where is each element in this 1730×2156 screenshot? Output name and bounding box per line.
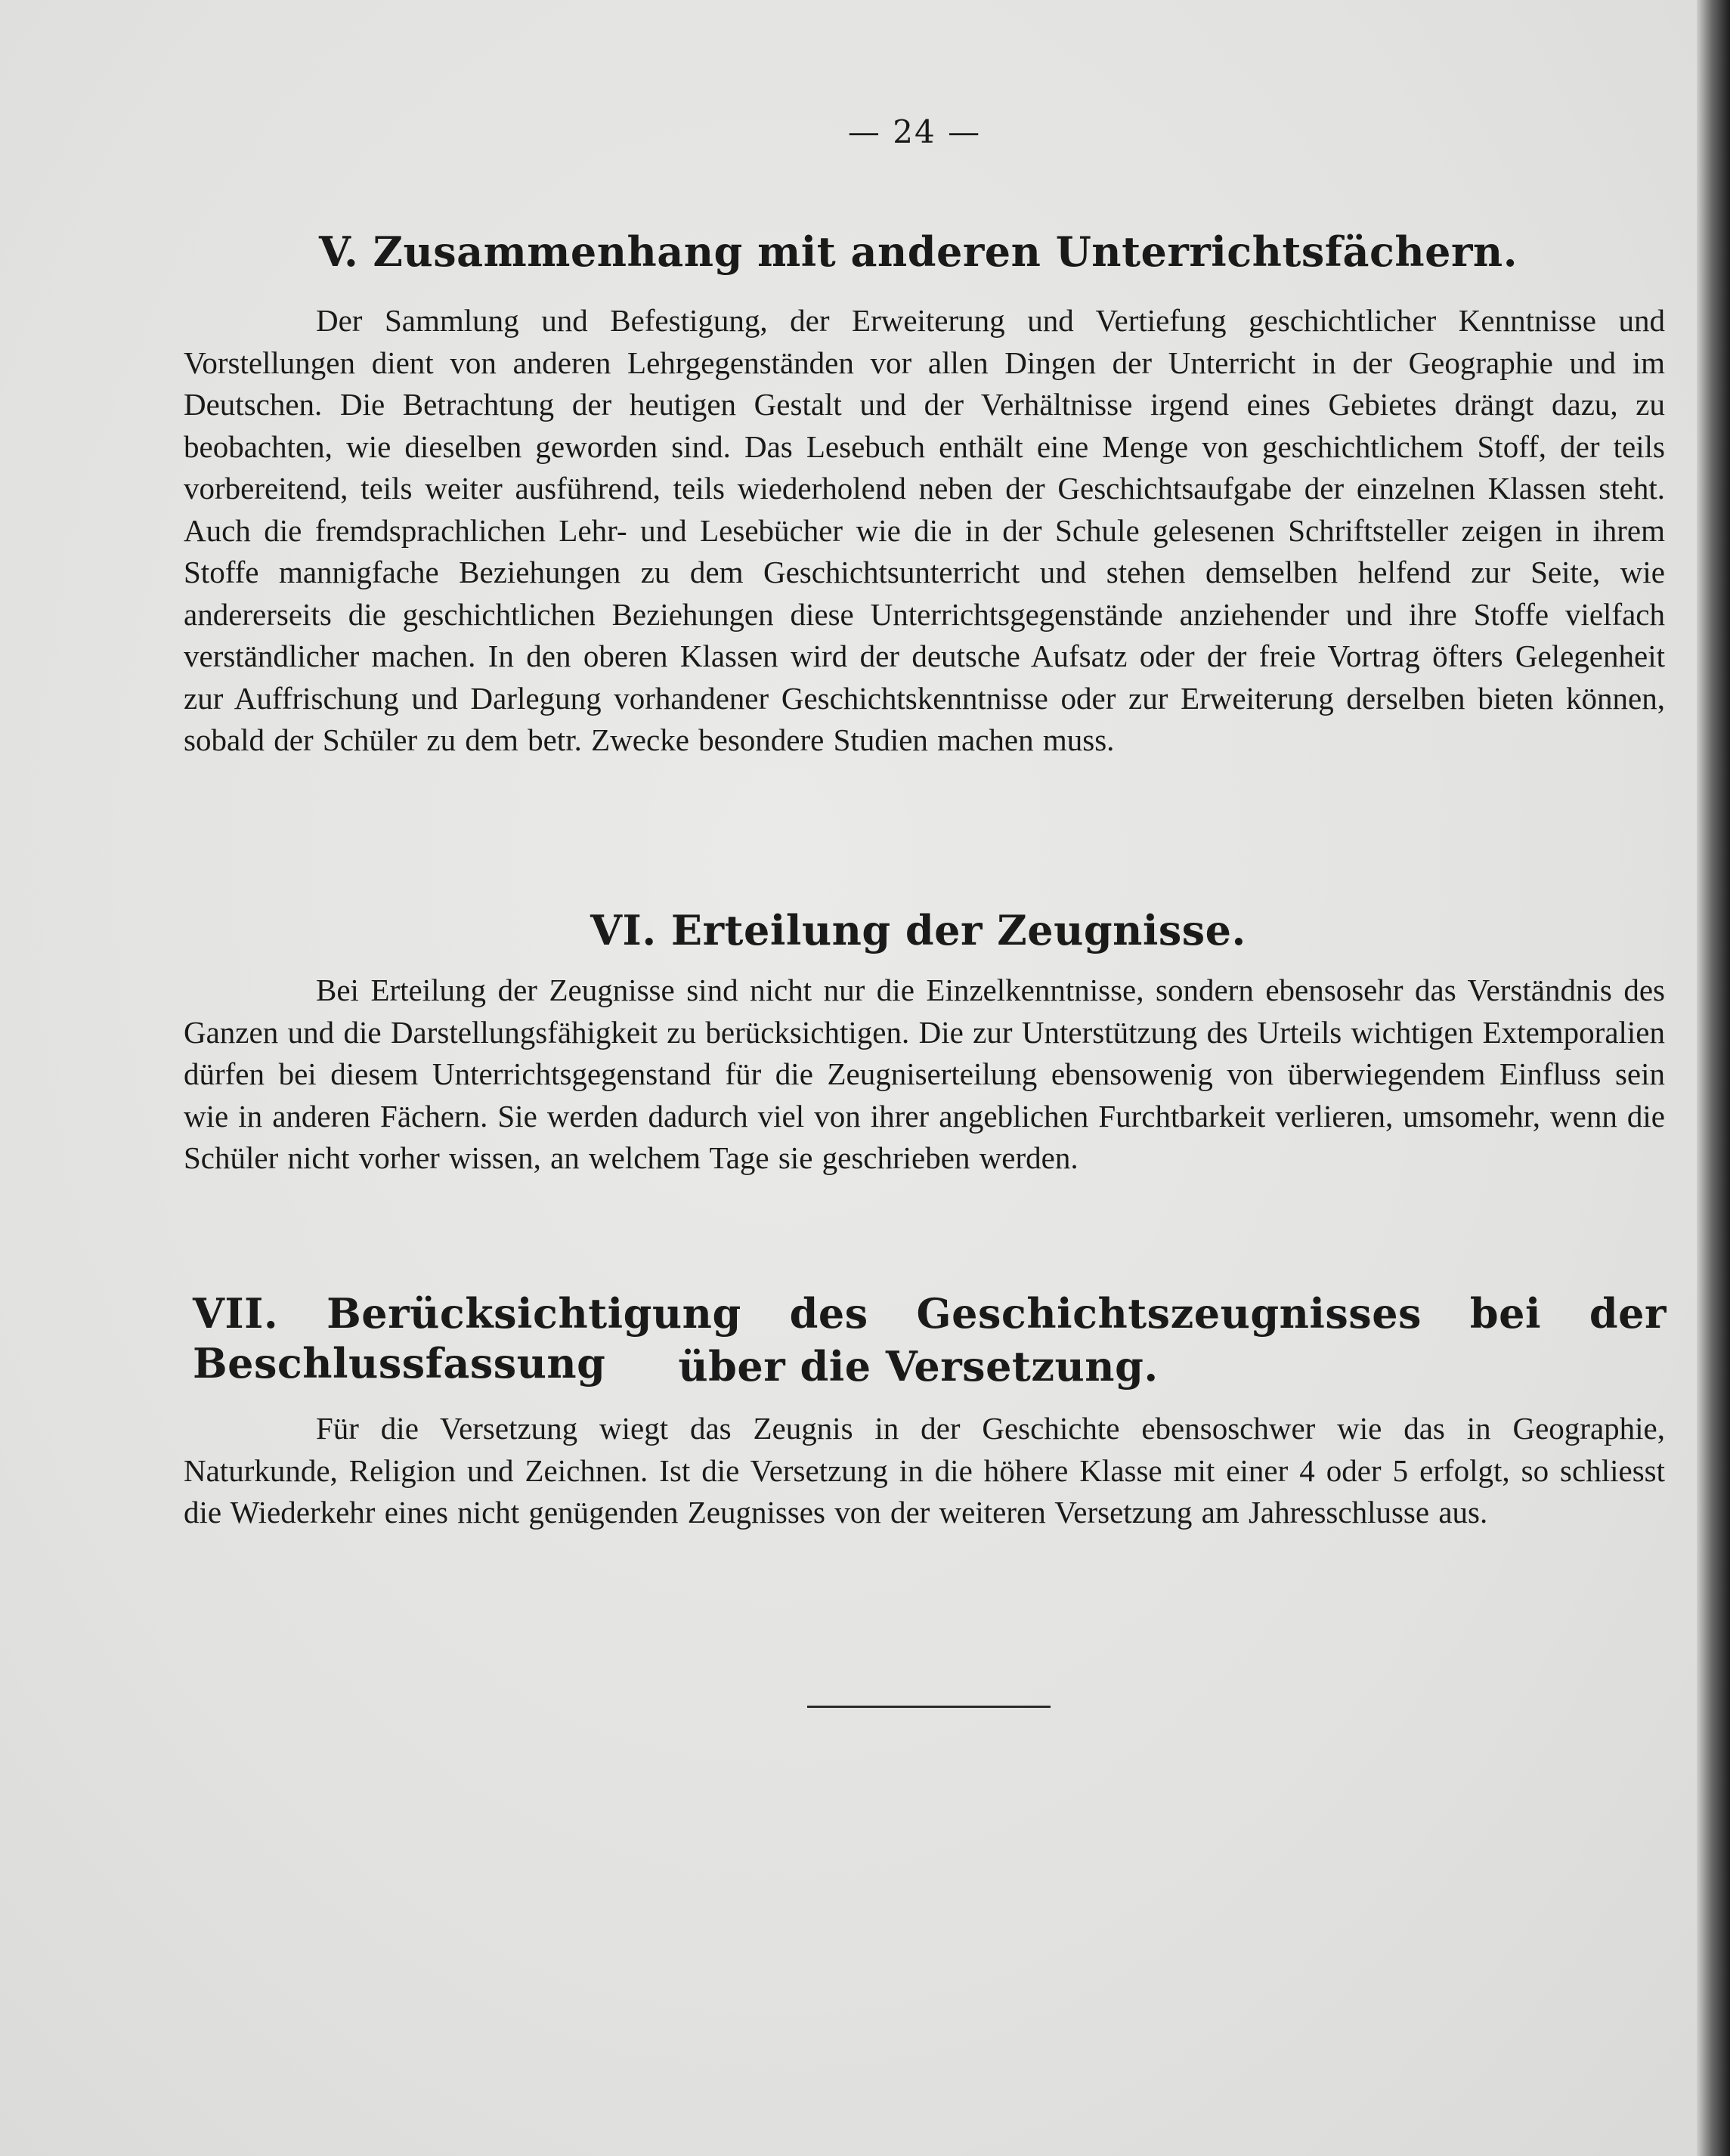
section-vii-paragraph: Für die Versetzung wiegt das Zeugnis in der Geschichte ebensoschwer wie das in Geographie, Naturkunde, Religion und Zeichnen. Ist die Versetzung in die höhere Klasse mit einer 4 oder 5 erfolgt, so schliesst die Wiederkehr eines nicht genügenden Zeugnisses von der weiteren Versetzung am Jahresschlusse aus.: [184, 1411, 1665, 1530]
closing-rule: [807, 1706, 1051, 1708]
section-v-paragraph: Der Sammlung und Befestigung, der Erweiterung und Vertiefung geschichtlicher Kenntnisse und Vorstellungen dient von anderen Lehrgegenständen vor allen Dingen der Unterricht in der Geographie und im Deutschen. Die Betrachtung der heutigen Gestalt und der Verhältnisse irgend eines Gebietes drängt dazu, zu beobachten, wie dieselben geworden sind. Das Lesebuch enthält eine Menge von geschichtlichem Stoff, der teils vorbereitend, teils weiter ausführend, teils wiederholend neben der Geschichtsaufgabe der einzelnen Klassen steht. Auch die fremdsprachlichen Lehr- und Lesebücher wie die in der Schule gelesenen Schriftsteller zeigen in ihrem Stoffe mannigfache Beziehungen zu dem Geschichtsunterricht und stehen demselben helfend zur Seite, wie andererseits die geschichtlichen Beziehungen diese Unterrichtsgegenstände anziehender und ihre Stoffe vielfach verständlicher machen. In den oberen Klassen wird der deutsche Aufsatz oder der freie Vortrag öfters Gelegenheit zur Auffrischung und Darlegung vorhandener Geschichtskenntnisse oder zur Erweiterung derselben bieten können, sobald der Schüler zu dem betr. Zwecke besondere Studien machen muss.: [184, 303, 1665, 757]
page-edge-shadow: [1697, 0, 1730, 2156]
section-vi-paragraph: Bei Erteilung der Zeugnisse sind nicht nur die Einzelkenntnisse, sondern ebensosehr das Verständnis des Ganzen und die Darstellungsfähigkeit zu berücksichtigen. Die zur Unterstützung des Urteils wichtigen Extemporalien dürfen bei diesem Unterrichtsgegenstand für die Zeugniserteilung ebensowenig von überwiegendem Einfluss sein wie in anderen Fächern. Sie werden dadurch viel von ihrer angeblichen Furchtbarkeit verlieren, umsomehr, wenn die Schüler nicht vorher wissen, an welchem Tage sie geschrieben werden.: [184, 973, 1665, 1175]
section-vii-heading-line2: über die Versetzung.: [678, 1342, 1159, 1390]
page-number: — 24 —: [847, 113, 982, 150]
section-v-heading: V. Zusammenhang mit anderen Unterrichtsfächern.: [319, 227, 1518, 276]
section-vii-heading-line1: VII. Berücksichtigung des Geschichtszeugnisses bei der Beschlussfassung: [193, 1289, 1667, 1387]
section-vi-heading: VI. Erteilung der Zeugnisse.: [590, 906, 1246, 954]
